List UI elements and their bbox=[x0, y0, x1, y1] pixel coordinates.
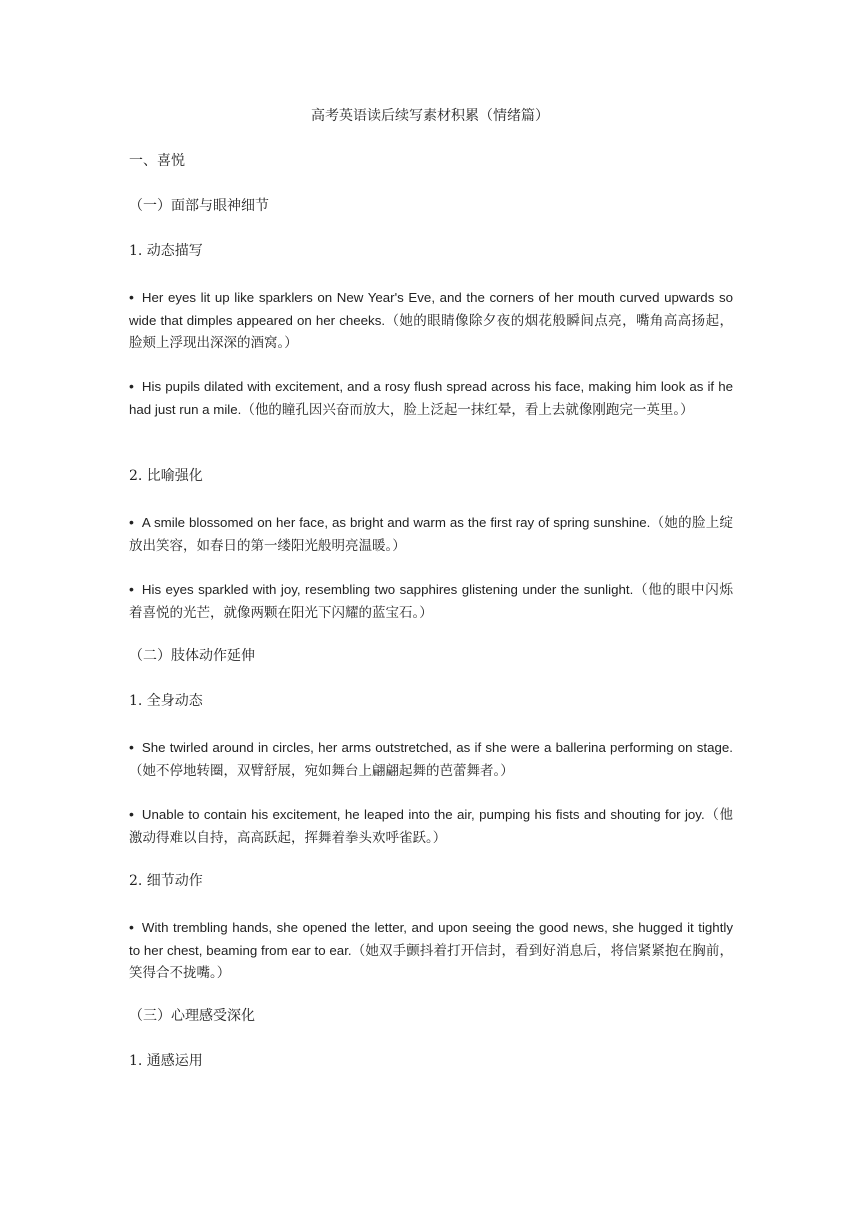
example-paragraph bbox=[129, 916, 733, 985]
bullet-icon: • bbox=[129, 378, 134, 394]
english-sentence: With trembling hands, she opened the letter, and upon seeing the good news, she hugged it tightly to her chest, beaming from ear to ear. bbox=[129, 920, 733, 958]
chinese-translation: （他的眼中闪烁着喜悦的光芒，就像两颗在阳光下闪耀的蓝宝石。） bbox=[129, 582, 734, 621]
english-sentence: Unable to contain his excitement, he leaped into the air, pumping his fists and shouting for joy. bbox=[141, 807, 705, 822]
point-heading-detail-action: 2. 细节动作 bbox=[129, 873, 203, 889]
example-paragraph bbox=[129, 511, 733, 557]
english-sentence: A smile blossomed on her face, as bright and warm as the first ray of spring sunshine. bbox=[141, 515, 651, 530]
section-heading-joy: 一、喜悦 bbox=[129, 153, 185, 169]
example-paragraph bbox=[129, 578, 733, 624]
example-paragraph bbox=[129, 736, 733, 782]
chinese-translation: （她的眼睛像除夕夜的烟花般瞬间点亮，嘴角高高扬起，脸颊上浮现出深深的酒窝。） bbox=[129, 312, 733, 351]
chinese-translation: （她双手颤抖着打开信封，看到好消息后，将信紧紧抱在胸前，笑得合不拢嘴。） bbox=[129, 942, 734, 981]
example-paragraph bbox=[129, 803, 733, 849]
point-heading-whole-body: 1. 全身动态 bbox=[129, 693, 203, 709]
chinese-translation: （她的脸上绽放出笑容，如春日的第一缕阳光般明亮温暖。） bbox=[129, 515, 733, 554]
document-title: 高考英语读后续写素材积累（情绪篇） bbox=[311, 108, 549, 124]
example-paragraph bbox=[129, 375, 733, 421]
subsection-heading-psychology: （三）心理感受深化 bbox=[129, 1008, 255, 1024]
example-paragraph bbox=[129, 286, 733, 355]
bullet-icon: • bbox=[129, 739, 134, 755]
subsection-heading-face-eyes: （一）面部与眼神细节 bbox=[129, 198, 269, 214]
chinese-translation: （她不停地转圈，双臂舒展，宛如舞台上翩翩起舞的芭蕾舞者。） bbox=[129, 762, 514, 779]
english-sentence: His eyes sparkled with joy, resembling two sapphires glistening under the sunlight. bbox=[141, 582, 634, 597]
bullet-icon: • bbox=[129, 806, 134, 822]
chinese-translation: （他的瞳孔因兴奋而放大，脸上泛起一抹红晕，看上去就像刚跑完一英里。） bbox=[241, 401, 694, 418]
point-heading-metaphor: 2. 比喻强化 bbox=[129, 468, 203, 484]
english-sentence: His pupils dilated with excitement, and a rosy flush spread across his face, making him look as if he had just run a mile. bbox=[129, 379, 733, 417]
chinese-translation: （他激动得难以自持，高高跃起，挥舞着拳头欢呼雀跃。） bbox=[129, 807, 734, 846]
bullet-icon: • bbox=[129, 581, 134, 597]
english-sentence: Her eyes lit up like sparklers on New Year's Eve, and the corners of her mouth curved upwards so wide that dimples appeared on her cheeks. bbox=[129, 290, 733, 328]
english-sentence: She twirled around in circles, her arms outstretched, as if she were a ballerina performing on stage. bbox=[141, 740, 733, 755]
bullet-icon: • bbox=[129, 514, 134, 530]
point-heading-synesthesia: 1. 通感运用 bbox=[129, 1053, 203, 1069]
bullet-icon: • bbox=[129, 289, 134, 305]
point-heading-dynamic-description: 1. 动态描写 bbox=[129, 243, 203, 259]
bullet-icon: • bbox=[129, 919, 134, 935]
subsection-heading-body-movement: （二）肢体动作延伸 bbox=[129, 648, 255, 664]
